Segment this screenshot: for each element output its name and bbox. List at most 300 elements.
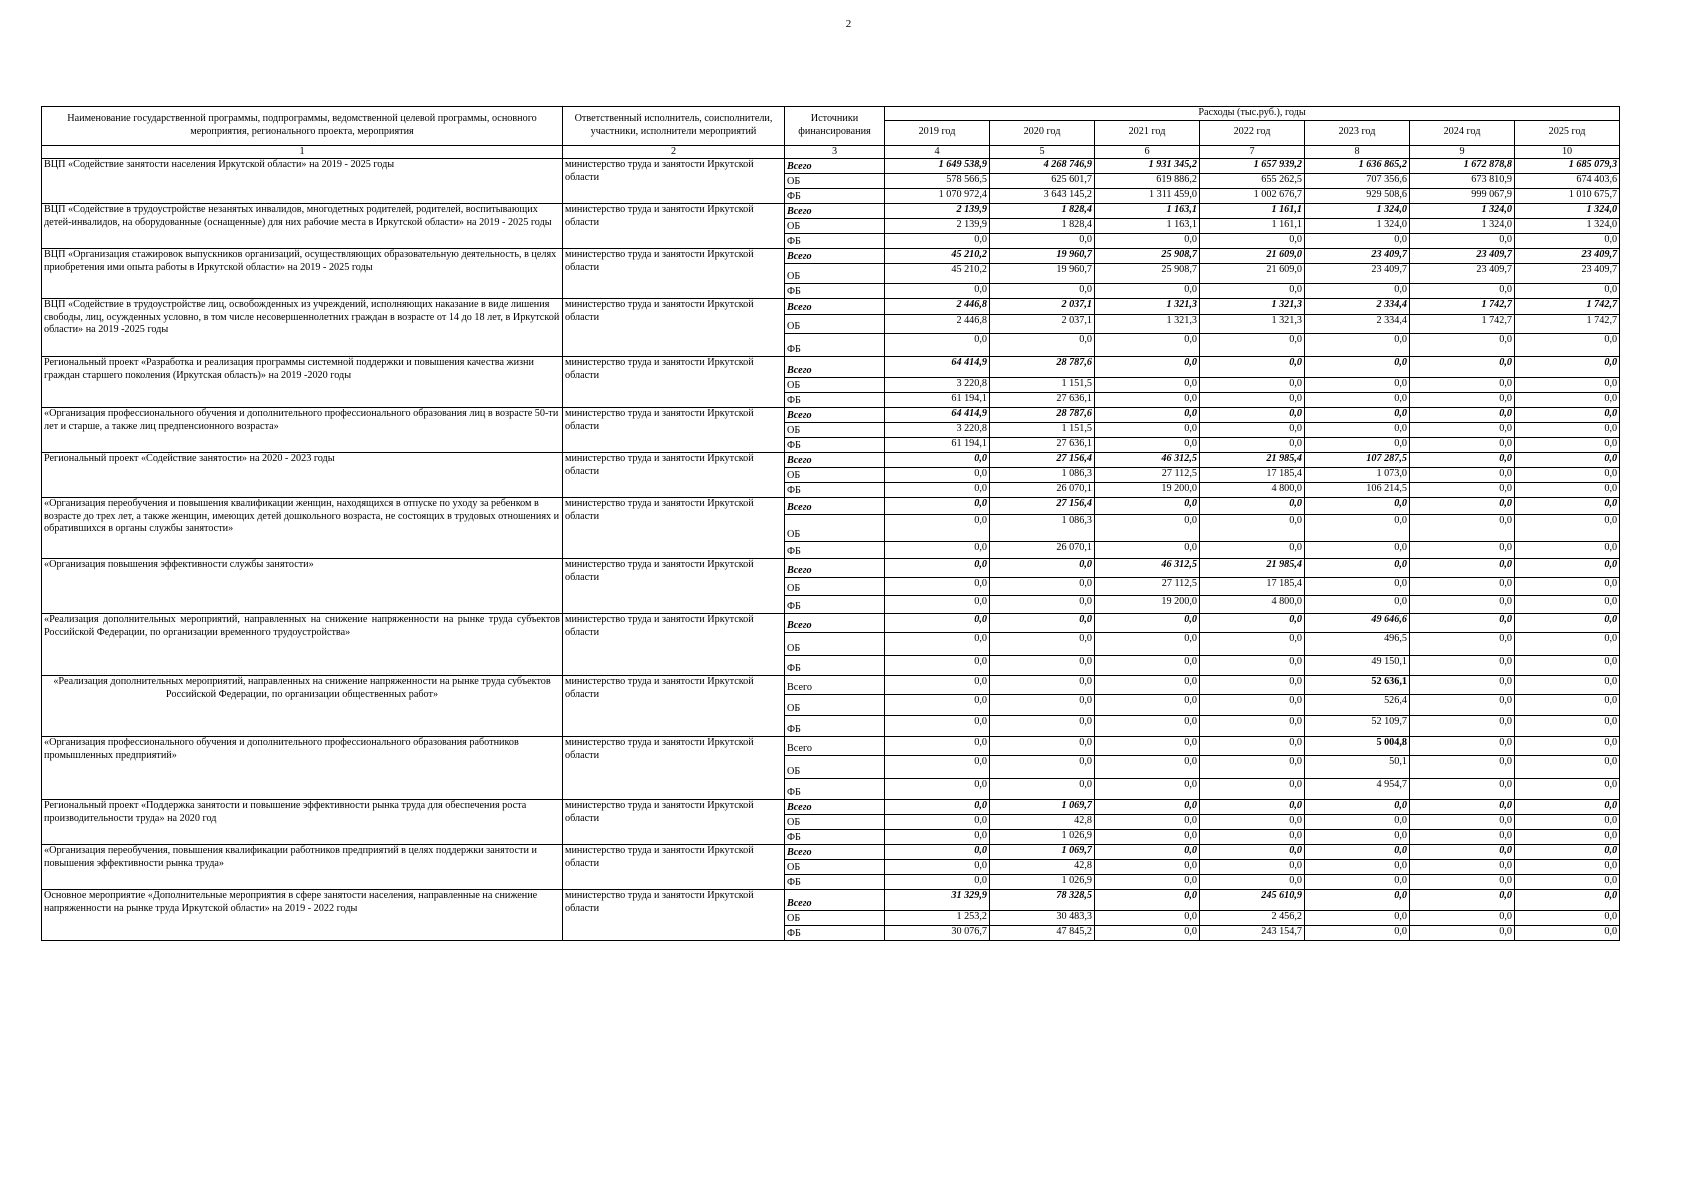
expense-value: 0,0: [1515, 756, 1620, 779]
expense-value: 0,0: [1095, 633, 1200, 656]
expense-value: 1 324,0: [1305, 219, 1410, 234]
expense-value: 0,0: [1200, 357, 1305, 378]
expense-value: 0,0: [1200, 633, 1305, 656]
expense-value: 0,0: [1095, 926, 1200, 941]
expense-value: 21 609,0: [1200, 249, 1305, 264]
expense-value: 0,0: [885, 656, 990, 676]
expense-value: 25 908,7: [1095, 264, 1200, 284]
expense-value: 0,0: [1200, 614, 1305, 633]
expense-value: 0,0: [1200, 800, 1305, 815]
funding-source: Всего: [785, 159, 885, 174]
expense-value: 0,0: [1410, 911, 1515, 926]
expense-value: 0,0: [1305, 334, 1410, 357]
column-number: 4: [885, 145, 990, 159]
expense-value: 0,0: [1515, 284, 1620, 299]
expense-value: 0,0: [990, 716, 1095, 737]
expense-value: 0,0: [885, 737, 990, 756]
expense-value: 49 646,6: [1305, 614, 1410, 633]
funding-source: ФБ: [785, 596, 885, 614]
expense-value: 0,0: [1410, 614, 1515, 633]
expense-value: 0,0: [1515, 695, 1620, 716]
expense-value: 0,0: [1410, 845, 1515, 860]
expense-value: 5 004,8: [1305, 737, 1410, 756]
table-row: [42, 890, 1620, 911]
table-row: [42, 800, 1620, 815]
expense-value: 64 414,9: [885, 408, 990, 423]
expense-value: 0,0: [1305, 800, 1410, 815]
expense-value: 0,0: [1095, 408, 1200, 423]
expense-value: 0,0: [1515, 614, 1620, 633]
expense-value: 28 787,6: [990, 357, 1095, 378]
expense-value: 0,0: [885, 334, 990, 357]
responsible-executor: министерство труда и занятости Иркутской области: [563, 498, 785, 559]
responsible-executor: министерство труда и занятости Иркутской области: [563, 614, 785, 676]
funding-source: ОБ: [785, 219, 885, 234]
expense-value: 578 566,5: [885, 174, 990, 189]
expense-value: 0,0: [1515, 234, 1620, 249]
program-name: Региональный проект «Разработка и реализация программы системной поддержки и повышения качества жизни граждан старшего поколения (Иркутская область)» на 2019 -2020 годы: [42, 357, 563, 408]
responsible-executor: министерство труда и занятости Иркутской области: [563, 453, 785, 498]
expense-value: 0,0: [1515, 800, 1620, 815]
expense-value: 0,0: [1515, 483, 1620, 498]
expense-value: 30 483,3: [990, 911, 1095, 926]
expense-value: 0,0: [1305, 378, 1410, 393]
expense-value: 2 037,1: [990, 299, 1095, 315]
expense-value: 496,5: [1305, 633, 1410, 656]
table-row: [42, 614, 1620, 633]
expense-value: 0,0: [1410, 815, 1515, 830]
expense-value: 1 069,7: [990, 845, 1095, 860]
expense-value: 26 070,1: [990, 542, 1095, 559]
expense-value: 0,0: [885, 756, 990, 779]
program-name: «Реализация дополнительных мероприятий, направленных на снижение напряженности на рынке труда субъектов Российской Федерации, по организации временного трудоустройства»: [42, 614, 563, 676]
expense-value: 0,0: [1515, 676, 1620, 695]
expense-value: 0,0: [1515, 468, 1620, 483]
expense-value: 1 636 865,2: [1305, 159, 1410, 174]
expense-value: 0,0: [1095, 716, 1200, 737]
responsible-executor: министерство труда и занятости Иркутской области: [563, 737, 785, 800]
table-row: [42, 204, 1620, 219]
expense-value: 0,0: [990, 334, 1095, 357]
funding-source: ОБ: [785, 468, 885, 483]
expense-value: 0,0: [885, 483, 990, 498]
expense-value: 0,0: [1410, 800, 1515, 815]
expense-value: 0,0: [990, 656, 1095, 676]
expense-value: 0,0: [1515, 515, 1620, 542]
column-number: 10: [1515, 145, 1620, 159]
expense-value: 1 002 676,7: [1200, 189, 1305, 204]
expense-value: 0,0: [1095, 830, 1200, 845]
expense-value: 1 151,5: [990, 423, 1095, 438]
expense-value: 0,0: [1410, 483, 1515, 498]
expense-value: 2 446,8: [885, 315, 990, 334]
expense-value: 1 742,7: [1515, 299, 1620, 315]
funding-source: Всего: [785, 204, 885, 219]
expense-value: 25 908,7: [1095, 249, 1200, 264]
funding-source: ФБ: [785, 830, 885, 845]
expense-value: 0,0: [1515, 357, 1620, 378]
expense-value: 1 321,3: [1200, 299, 1305, 315]
funding-source: ОБ: [785, 578, 885, 596]
expense-value: 0,0: [1305, 830, 1410, 845]
funding-source: Всего: [785, 559, 885, 578]
funding-source: ФБ: [785, 779, 885, 800]
expense-value: 0,0: [885, 633, 990, 656]
expense-value: 0,0: [1200, 756, 1305, 779]
expense-value: 0,0: [1095, 498, 1200, 515]
expense-value: 0,0: [1305, 911, 1410, 926]
funding-source: ОБ: [785, 378, 885, 393]
expense-value: 0,0: [1095, 845, 1200, 860]
expense-value: 27 112,5: [1095, 578, 1200, 596]
funding-source: Всего: [785, 676, 885, 695]
program-name: ВЦП «Содействие в трудоустройстве незанятых инвалидов, многодетных родителей, родителей, воспитывающих детей-инвалидов, на оборудованные (оснащенные) для них рабочие места в Иркутской области» на 2019 - 2025 годы: [42, 204, 563, 249]
expense-value: 1 321,3: [1095, 299, 1200, 315]
expense-value: 0,0: [885, 559, 990, 578]
expense-value: 0,0: [990, 779, 1095, 800]
responsible-executor: министерство труда и занятости Иркутской области: [563, 159, 785, 204]
expense-value: 0,0: [1515, 334, 1620, 357]
expense-value: 23 409,7: [1515, 249, 1620, 264]
expense-value: 0,0: [885, 234, 990, 249]
expense-value: 23 409,7: [1515, 264, 1620, 284]
expense-value: 0,0: [1515, 633, 1620, 656]
expense-value: 1 828,4: [990, 219, 1095, 234]
header-year: 2020 год: [990, 120, 1095, 145]
expense-value: 0,0: [1095, 800, 1200, 815]
expense-value: 0,0: [1200, 408, 1305, 423]
expense-value: 0,0: [1200, 830, 1305, 845]
expense-value: 0,0: [1515, 378, 1620, 393]
expense-value: 0,0: [1410, 656, 1515, 676]
expense-value: 0,0: [990, 633, 1095, 656]
expense-value: 42,8: [990, 860, 1095, 875]
expense-value: 0,0: [990, 578, 1095, 596]
responsible-executor: министерство труда и занятости Иркутской области: [563, 204, 785, 249]
program-name: «Организация профессионального обучения и дополнительного профессионального образования лиц в возрасте 50-ти лет и старше, а также лиц предпенсионного возраста»: [42, 408, 563, 453]
expense-value: 19 960,7: [990, 249, 1095, 264]
header-executor: Ответственный исполнитель, соисполнители, участники, исполнители мероприятий: [563, 107, 785, 146]
funding-source: ОБ: [785, 174, 885, 189]
expense-value: 1 649 538,9: [885, 159, 990, 174]
expense-value: 0,0: [1305, 408, 1410, 423]
expense-value: 1 324,0: [1515, 219, 1620, 234]
expense-value: 0,0: [1095, 911, 1200, 926]
expense-value: 245 610,9: [1200, 890, 1305, 911]
expense-value: 23 409,7: [1305, 264, 1410, 284]
expense-value: 0,0: [885, 614, 990, 633]
expense-value: 0,0: [1410, 756, 1515, 779]
expense-value: 0,0: [990, 756, 1095, 779]
expense-value: 0,0: [1095, 756, 1200, 779]
table-row: [42, 357, 1620, 378]
expense-value: 0,0: [1410, 779, 1515, 800]
expense-value: 2 456,2: [1200, 911, 1305, 926]
expense-value: 0,0: [990, 284, 1095, 299]
expense-value: 999 067,9: [1410, 189, 1515, 204]
expense-value: 0,0: [1095, 815, 1200, 830]
expense-value: 0,0: [1200, 845, 1305, 860]
expense-value: 0,0: [1200, 779, 1305, 800]
expense-value: 19 200,0: [1095, 596, 1200, 614]
expense-value: 0,0: [990, 737, 1095, 756]
header-year: 2025 год: [1515, 120, 1620, 145]
expense-value: 0,0: [1095, 779, 1200, 800]
expense-value: 0,0: [885, 453, 990, 468]
expense-value: 21 985,4: [1200, 453, 1305, 468]
expense-value: 27 636,1: [990, 393, 1095, 408]
expense-value: 1 253,2: [885, 911, 990, 926]
program-name: «Организация профессионального обучения и дополнительного профессионального образования работников промышленных предприятий»: [42, 737, 563, 800]
funding-source: Всего: [785, 845, 885, 860]
expense-value: 0,0: [990, 614, 1095, 633]
funding-source: ОБ: [785, 815, 885, 830]
funding-source: ОБ: [785, 860, 885, 875]
table-row: [42, 845, 1620, 860]
header-source: Источники финансирования: [785, 107, 885, 146]
funding-source: Всего: [785, 408, 885, 423]
funding-source: ОБ: [785, 264, 885, 284]
expense-value: 45 210,2: [885, 264, 990, 284]
expense-value: 3 220,8: [885, 378, 990, 393]
expense-value: 526,4: [1305, 695, 1410, 716]
expense-value: 30 076,7: [885, 926, 990, 941]
expense-value: 0,0: [1410, 423, 1515, 438]
expense-value: 0,0: [1095, 393, 1200, 408]
expense-value: 0,0: [885, 542, 990, 559]
table-row: [42, 498, 1620, 515]
expense-value: 0,0: [1095, 378, 1200, 393]
funding-source: Всего: [785, 453, 885, 468]
expense-value: 0,0: [1095, 860, 1200, 875]
expense-value: 0,0: [1410, 633, 1515, 656]
expense-value: 0,0: [1410, 676, 1515, 695]
expense-value: 0,0: [1410, 890, 1515, 911]
funding-source: ФБ: [785, 716, 885, 737]
expense-value: 0,0: [1515, 438, 1620, 453]
expense-value: 1 163,1: [1095, 204, 1200, 219]
column-number: 1: [42, 145, 563, 159]
expense-value: 0,0: [1410, 453, 1515, 468]
expense-value: 0,0: [1305, 578, 1410, 596]
expense-value: 0,0: [885, 468, 990, 483]
expense-value: 27 156,4: [990, 498, 1095, 515]
expense-value: 1 161,1: [1200, 204, 1305, 219]
expense-value: 0,0: [1515, 815, 1620, 830]
expense-value: 1 073,0: [1305, 468, 1410, 483]
program-name: «Организация переобучения и повышения квалификации женщин, находящихся в отпуске по уходу за ребенком в возрасте до трех лет, а также женщин, имеющих детей дошкольного возраста, не состоящих в трудовых отношениях и обратившихся в органы службы занятости»: [42, 498, 563, 559]
funding-source: ОБ: [785, 515, 885, 542]
expense-value: 0,0: [990, 676, 1095, 695]
funding-source: ОБ: [785, 756, 885, 779]
program-name: Региональный проект «Содействие занятости» на 2020 - 2023 годы: [42, 453, 563, 498]
column-number: 5: [990, 145, 1095, 159]
expense-value: 1 685 079,3: [1515, 159, 1620, 174]
responsible-executor: министерство труда и занятости Иркутской области: [563, 800, 785, 845]
table-row: [42, 249, 1620, 264]
funding-source: ФБ: [785, 438, 885, 453]
expense-value: 0,0: [1095, 334, 1200, 357]
expense-value: 0,0: [1200, 393, 1305, 408]
expense-value: 0,0: [885, 800, 990, 815]
table-row: [42, 299, 1620, 315]
funding-source: ОБ: [785, 423, 885, 438]
expense-value: 0,0: [1200, 656, 1305, 676]
expense-value: 1 163,1: [1095, 219, 1200, 234]
expense-value: 0,0: [885, 860, 990, 875]
expense-value: 46 312,5: [1095, 453, 1200, 468]
header-year: 2023 год: [1305, 120, 1410, 145]
expense-value: 0,0: [1410, 334, 1515, 357]
expense-value: 619 886,2: [1095, 174, 1200, 189]
expense-value: 23 409,7: [1305, 249, 1410, 264]
expense-value: 0,0: [1515, 890, 1620, 911]
expense-value: 0,0: [1095, 695, 1200, 716]
funding-source: ФБ: [785, 483, 885, 498]
header-expenses: Расходы (тыс.руб.), годы: [885, 107, 1620, 121]
responsible-executor: министерство труда и занятости Иркутской области: [563, 408, 785, 453]
expense-value: 0,0: [990, 559, 1095, 578]
expense-value: 1 324,0: [1410, 204, 1515, 219]
responsible-executor: министерство труда и занятости Иркутской области: [563, 845, 785, 890]
expense-value: 2 139,9: [885, 204, 990, 219]
expense-value: 17 185,4: [1200, 468, 1305, 483]
expense-value: 0,0: [1305, 357, 1410, 378]
expense-value: 46 312,5: [1095, 559, 1200, 578]
expense-value: 0,0: [1305, 926, 1410, 941]
expense-value: 27 636,1: [990, 438, 1095, 453]
expense-value: 17 185,4: [1200, 578, 1305, 596]
program-name: «Реализация дополнительных мероприятий, направленных на снижение напряженности на рынке труда субъектов Российской Федерации, по организации общественных работ»: [42, 676, 563, 737]
expense-value: 2 037,1: [990, 315, 1095, 334]
expense-value: 0,0: [1515, 559, 1620, 578]
expense-value: 1 672 878,8: [1410, 159, 1515, 174]
funding-source: ФБ: [785, 926, 885, 941]
expense-value: 674 403,6: [1515, 174, 1620, 189]
expense-value: 0,0: [1515, 860, 1620, 875]
expense-value: 1 086,3: [990, 468, 1095, 483]
expense-value: 0,0: [885, 830, 990, 845]
expense-value: 0,0: [1515, 498, 1620, 515]
expense-value: 707 356,6: [1305, 174, 1410, 189]
expense-value: 0,0: [1410, 559, 1515, 578]
expense-value: 0,0: [885, 716, 990, 737]
expense-value: 21 985,4: [1200, 559, 1305, 578]
expense-value: 0,0: [1305, 559, 1410, 578]
expense-value: 0,0: [1515, 716, 1620, 737]
expense-value: 2 139,9: [885, 219, 990, 234]
expense-value: 0,0: [885, 578, 990, 596]
expense-value: 27 156,4: [990, 453, 1095, 468]
expense-value: 0,0: [1200, 875, 1305, 890]
responsible-executor: министерство труда и занятости Иркутской области: [563, 676, 785, 737]
funding-source: Всего: [785, 357, 885, 378]
table-row: [42, 559, 1620, 578]
column-number: 6: [1095, 145, 1200, 159]
expense-value: 1 311 459,0: [1095, 189, 1200, 204]
expense-value: 0,0: [885, 284, 990, 299]
program-name: Региональный проект «Поддержка занятости и повышение эффективности рынка труда для обеспечения роста производительности труда» на 2020 год: [42, 800, 563, 845]
expense-value: 0,0: [1515, 830, 1620, 845]
funding-source: ОБ: [785, 911, 885, 926]
expense-value: 1 931 345,2: [1095, 159, 1200, 174]
expense-value: 23 409,7: [1410, 249, 1515, 264]
expense-value: 45 210,2: [885, 249, 990, 264]
expense-value: 0,0: [990, 695, 1095, 716]
expense-value: 0,0: [885, 676, 990, 695]
expense-value: 23 409,7: [1410, 264, 1515, 284]
expense-value: 28 787,6: [990, 408, 1095, 423]
expense-value: 61 194,1: [885, 393, 990, 408]
expense-value: 0,0: [1200, 334, 1305, 357]
expense-value: 0,0: [1095, 737, 1200, 756]
expense-value: 0,0: [1515, 779, 1620, 800]
expense-value: 0,0: [1515, 596, 1620, 614]
funding-source: Всего: [785, 890, 885, 911]
expense-value: 0,0: [1515, 911, 1620, 926]
funding-source: ФБ: [785, 393, 885, 408]
expense-value: 61 194,1: [885, 438, 990, 453]
expense-value: 0,0: [885, 498, 990, 515]
expense-value: 52 109,7: [1305, 716, 1410, 737]
expense-value: 0,0: [1410, 234, 1515, 249]
expense-value: 655 262,5: [1200, 174, 1305, 189]
expense-value: 0,0: [1200, 737, 1305, 756]
budget-table: [41, 106, 1620, 941]
expense-value: 0,0: [885, 875, 990, 890]
expense-value: 1 324,0: [1305, 204, 1410, 219]
page-number: 2: [845, 18, 852, 30]
expense-value: 1 324,0: [1410, 219, 1515, 234]
expense-value: 1 086,3: [990, 515, 1095, 542]
expense-value: 0,0: [1095, 614, 1200, 633]
expense-value: 0,0: [1410, 542, 1515, 559]
expense-value: 0,0: [1305, 875, 1410, 890]
expense-value: 0,0: [1410, 357, 1515, 378]
expense-value: 0,0: [1305, 845, 1410, 860]
expense-value: 673 810,9: [1410, 174, 1515, 189]
expense-value: 0,0: [990, 234, 1095, 249]
program-name: «Организация повышения эффективности службы занятости»: [42, 559, 563, 614]
expense-value: 0,0: [1095, 284, 1200, 299]
expense-value: 0,0: [1095, 890, 1200, 911]
funding-source: ОБ: [785, 633, 885, 656]
expense-value: 0,0: [990, 596, 1095, 614]
expense-value: 52 636,1: [1305, 676, 1410, 695]
expense-value: 0,0: [885, 779, 990, 800]
column-number: 9: [1410, 145, 1515, 159]
expense-value: 0,0: [1515, 656, 1620, 676]
expense-value: 0,0: [1410, 695, 1515, 716]
expense-value: 27 112,5: [1095, 468, 1200, 483]
expense-value: 0,0: [885, 845, 990, 860]
funding-source: ФБ: [785, 334, 885, 357]
table-row: [42, 676, 1620, 695]
expense-value: 0,0: [1410, 926, 1515, 941]
expense-value: 625 601,7: [990, 174, 1095, 189]
expense-value: 1 010 675,7: [1515, 189, 1620, 204]
expense-value: 1 151,5: [990, 378, 1095, 393]
expense-value: 0,0: [1200, 695, 1305, 716]
expense-value: 50,1: [1305, 756, 1410, 779]
funding-source: Всего: [785, 737, 885, 756]
responsible-executor: министерство труда и занятости Иркутской области: [563, 249, 785, 299]
expense-value: 0,0: [1410, 378, 1515, 393]
expense-value: 0,0: [1515, 542, 1620, 559]
expense-value: 4 800,0: [1200, 596, 1305, 614]
expense-value: 0,0: [1410, 596, 1515, 614]
header-year: 2024 год: [1410, 120, 1515, 145]
